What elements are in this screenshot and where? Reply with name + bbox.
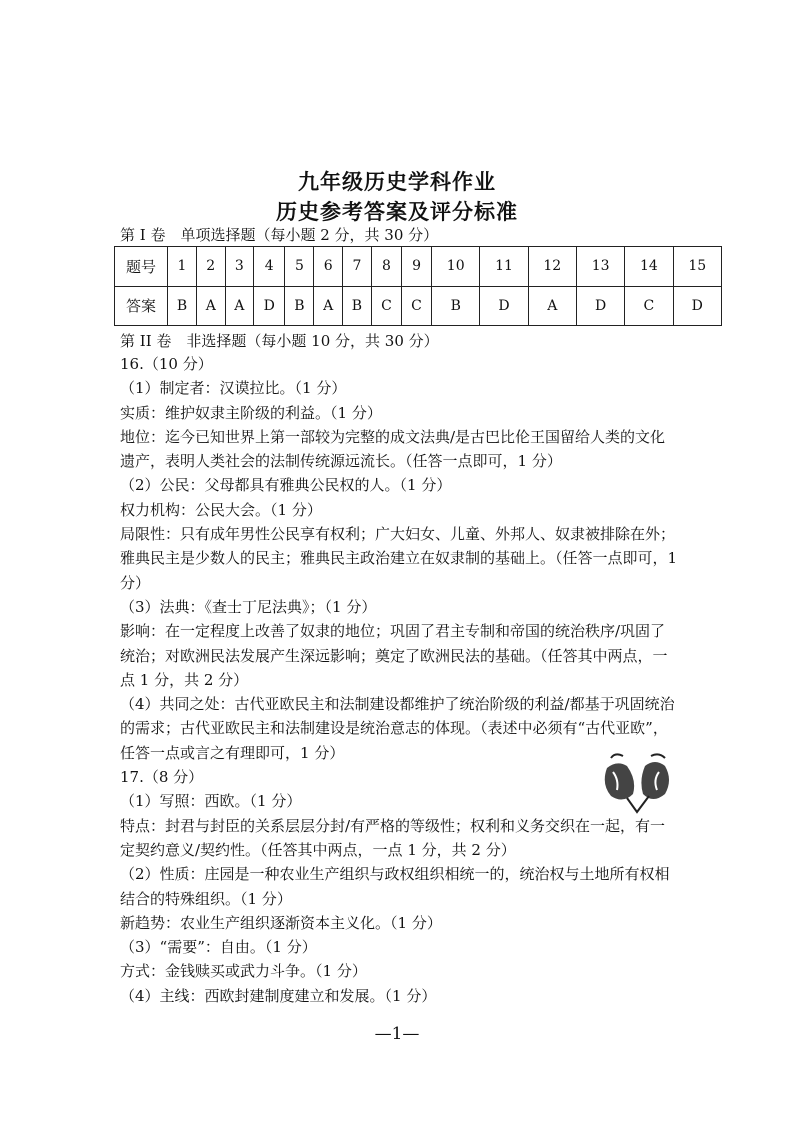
answer-cell: B xyxy=(342,286,371,326)
answer-cell: A xyxy=(196,286,225,326)
page-subtitle: 历史参考答案及评分标准 xyxy=(276,199,518,224)
answer-line: （1）写照：西欧。（1 分） xyxy=(120,792,302,811)
question-number-cell: 11 xyxy=(480,247,528,287)
answer-cell: A xyxy=(314,286,343,326)
answer-row xyxy=(115,286,722,326)
answer-table xyxy=(114,246,722,326)
answer-cell: D xyxy=(254,286,285,326)
question-number-cell: 4 xyxy=(254,247,285,287)
answer-cell: D xyxy=(673,286,721,326)
answer-cell: B xyxy=(168,286,197,326)
answer-line: 权力机构：公民大会。（1 分） xyxy=(120,500,322,519)
question-number-cell: 13 xyxy=(576,247,624,287)
answer-cell: D xyxy=(576,286,624,326)
answer-line: 的需求；古代亚欧民主和法制建设是统治意志的体现。（表述中必须有“古代亚欧”， xyxy=(120,719,668,738)
answer-body xyxy=(120,352,720,1008)
answer-line: 地位：迄今已知世界上第一部较为完整的成文法典/是古巴比伦王国留给人类的文化 xyxy=(120,427,666,446)
question-number-cell: 8 xyxy=(371,247,401,287)
answer-cell: B xyxy=(432,286,480,326)
answer-line: 方式：金钱赎买或武力斗争。（1 分） xyxy=(120,962,367,981)
row-header-answer: 答案 xyxy=(115,286,168,326)
answer-line: （1）制定者：汉谟拉比。（1 分） xyxy=(120,379,347,398)
answer-line: （2）公民：父母都具有雅典公民权的人。（1 分） xyxy=(120,476,452,495)
answer-cell: C xyxy=(371,286,401,326)
answer-cell: C xyxy=(402,286,432,326)
answer-line: 16.（10 分） xyxy=(120,355,213,373)
answer-line: 遗产，表明人类社会的法制传统源远流长。（任答一点即可，1 分） xyxy=(120,452,562,471)
answer-line: （4）共同之处：古代亚欧民主和法制建设都维护了统治阶级的利益/都基于巩固统治 xyxy=(120,695,675,714)
question-number-row xyxy=(115,247,722,287)
answer-line: 实质：维护奴隶主阶级的利益。（1 分） xyxy=(120,403,382,422)
answer-cell: D xyxy=(480,286,528,326)
row-header-number: 题号 xyxy=(115,247,168,287)
question-number-cell: 1 xyxy=(168,247,197,287)
question-number-cell: 7 xyxy=(342,247,371,287)
question-number-cell: 6 xyxy=(314,247,343,287)
answer-line: 点 1 分，共 2 分） xyxy=(120,670,249,689)
answer-line: 任答一点或言之有理即可，1 分） xyxy=(120,743,345,762)
question-number-cell: 10 xyxy=(432,247,480,287)
answer-cell: B xyxy=(285,286,314,326)
answer-line: 统治；对欧洲民法发展产生深远影响；奠定了欧洲民法的基础。（任答其中两点，一 xyxy=(120,646,668,665)
answer-line: 新趋势：农业生产组织逐渐资本主义化。（1 分） xyxy=(120,913,442,932)
answer-line: 特点：封君与封臣的关系层层分封/有严格的等级性；权利和义务交织在一起，有一 xyxy=(120,816,666,835)
answer-line: 影响：在一定程度上改善了奴隶的地位；巩固了君主专制和帝国的统治秩序/巩固了 xyxy=(120,622,666,641)
section-1-heading: 第 I 卷 单项选择题（每小题 2 分，共 30 分） xyxy=(120,226,439,244)
answer-line: 定契约意义/契约性。（任答其中两点，一点 1 分，共 2 分） xyxy=(120,840,516,859)
question-number-cell: 15 xyxy=(673,247,721,287)
page-title: 九年级历史学科作业 xyxy=(298,169,496,194)
answer-line: 雅典民主是少数人的民主；雅典民主政治建立在奴隶制的基础上。（任答一点即可，1 xyxy=(120,549,678,568)
answer-line: （2）性质：庄园是一种农业生产组织与政权组织相统一的，统治权与土地所有权相 xyxy=(120,865,670,884)
answer-cell: A xyxy=(528,286,576,326)
question-number-cell: 2 xyxy=(196,247,225,287)
question-number-cell: 14 xyxy=(625,247,673,287)
question-number-cell: 3 xyxy=(225,247,254,287)
answer-line: （3）法典：《查士丁尼法典》；（1 分） xyxy=(120,597,377,616)
answer-line: （4）主线：西欧封建制度建立和发展。（1 分） xyxy=(120,986,437,1005)
page-number: —1— xyxy=(374,1024,420,1044)
question-number-cell: 12 xyxy=(528,247,576,287)
answer-line: 结合的特殊组织。（1 分） xyxy=(120,889,292,908)
answer-line: （3）“需要”：自由。（1 分） xyxy=(120,938,317,957)
answer-cell: A xyxy=(225,286,254,326)
answer-line: 分） xyxy=(120,573,151,592)
answer-line: 局限性：只有成年男性公民享有权利；广大妇女、儿童、外邦人、奴隶被排除在外； xyxy=(120,525,676,544)
answer-line: 17.（8 分） xyxy=(120,768,204,787)
question-number-cell: 5 xyxy=(285,247,314,287)
question-number-cell: 9 xyxy=(402,247,432,287)
answer-cell: C xyxy=(625,286,673,326)
handwritten-mark-icon xyxy=(593,750,683,820)
section-2-heading: 第 II 卷 非选择题（每小题 10 分，共 30 分） xyxy=(120,332,439,350)
